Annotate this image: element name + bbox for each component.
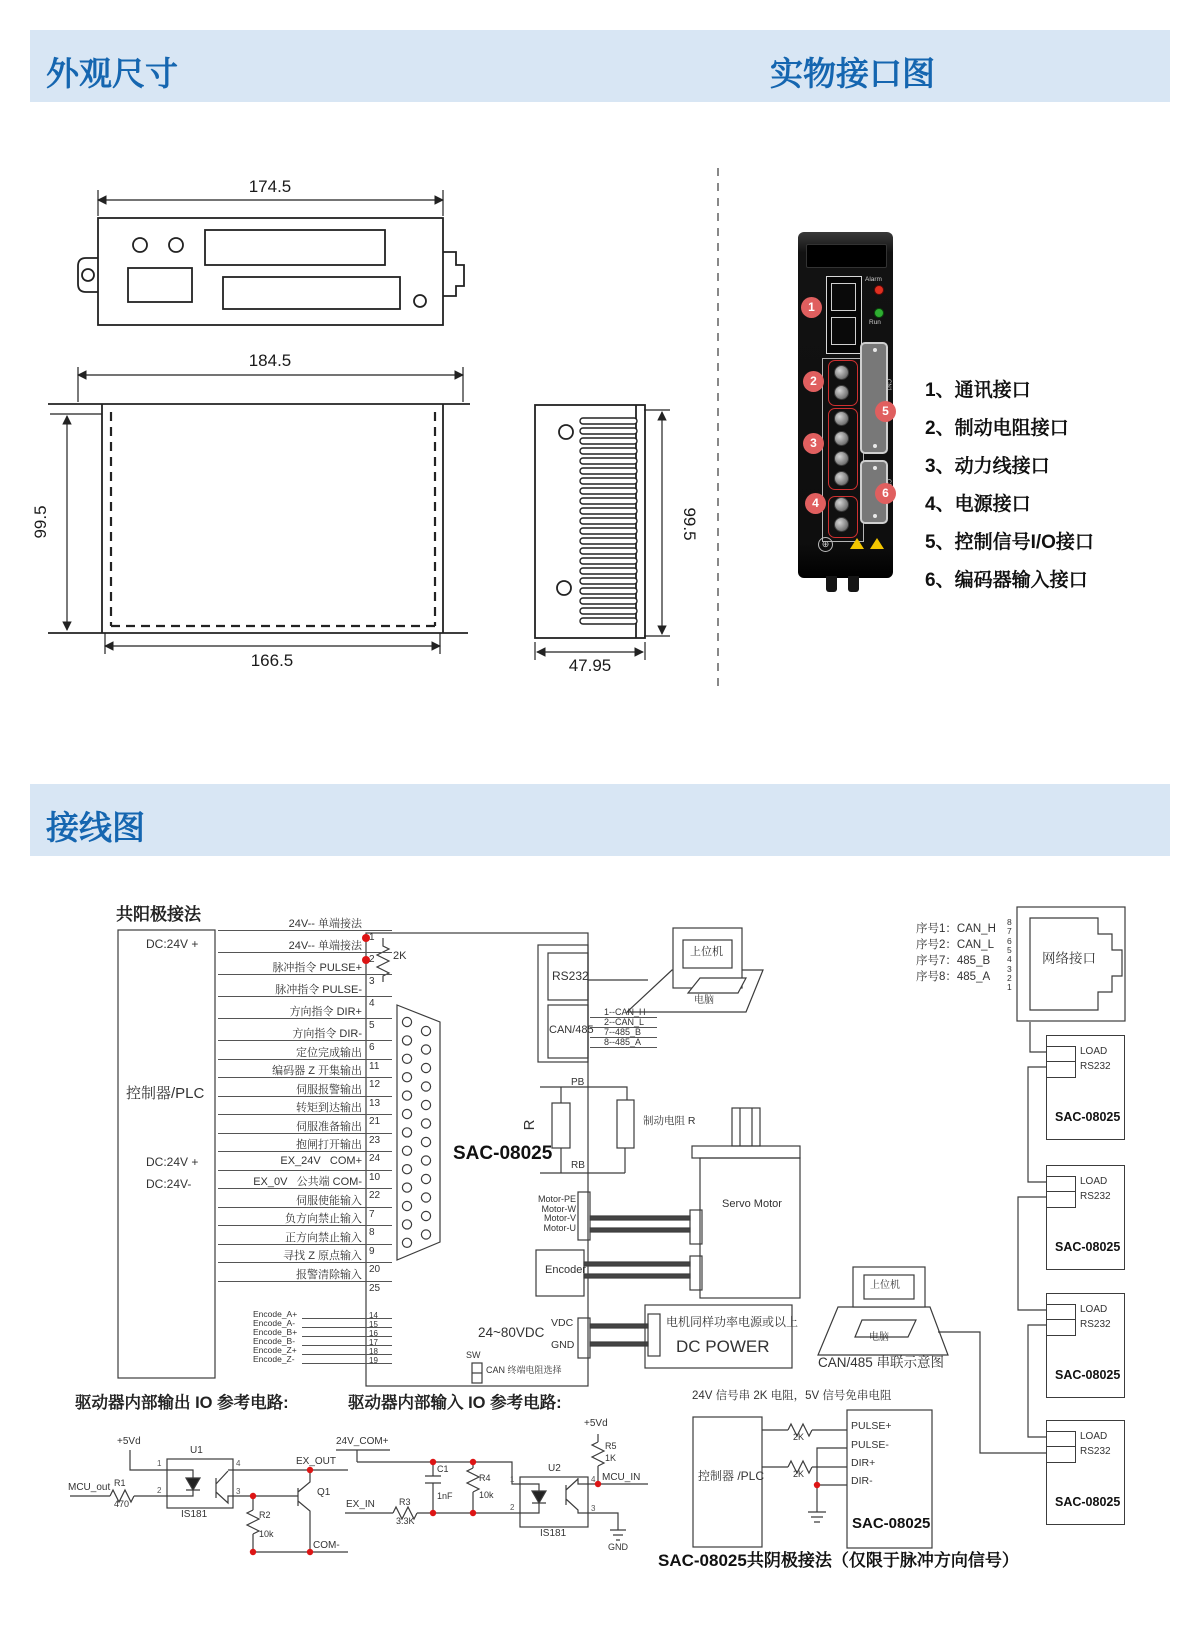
chain-rs232-label: RS232 [1080, 1061, 1111, 1072]
cn1-signal-label: 伺服准备输出 [296, 1120, 362, 1133]
motor-wire-label: Motor-U [543, 1222, 576, 1233]
encoder-signal-label: Encode_A+ [253, 1309, 298, 1319]
io-in-5v: +5Vd [584, 1418, 608, 1429]
plc-24v-minus: DC:24V- [146, 1177, 192, 1191]
cn1-signal-label: 24V-- 单端接法 [288, 940, 362, 952]
encoder-signal-label: Encode_Z+ [253, 1345, 297, 1355]
ex-in-label: EX_IN [346, 1499, 375, 1510]
chain-unit [1046, 1165, 1125, 1270]
cathode-r-top: 2K [793, 1432, 805, 1442]
cathode-signal: PULSE- [851, 1439, 889, 1451]
rj45-pin-digit: 6 [1007, 935, 1012, 946]
dimensions-section-title: 外观尺寸 [46, 55, 178, 92]
cn1-signal-label: 定位完成输出 [296, 1046, 362, 1059]
cn1-pin-number: 25 [369, 1282, 381, 1294]
r5-label: R5 [605, 1441, 617, 1451]
interface-list-item: 3、动力线接口 [925, 456, 1050, 477]
can485-port-label: CAN/485 [549, 1024, 594, 1036]
pb-terminal: PB [571, 1077, 585, 1088]
cn1-pin-number: 7 [369, 1208, 375, 1220]
u1-chip-label: IS181 [181, 1509, 208, 1520]
cn1-signal-label: 报警清除输入 [296, 1268, 362, 1281]
wiring-section-title: 接线图 [46, 809, 145, 846]
interface-list-item: 4、电源接口 [925, 494, 1031, 515]
cn1-signal-label: 方向指令 DIR+ [289, 1006, 362, 1018]
r5-value: 1K [605, 1453, 617, 1463]
cn1-pin-number: 20 [369, 1264, 381, 1275]
interface-list-item: 2、制动电阻接口 [925, 418, 1069, 439]
cn1-signal-label: 24V-- 单端接法 [288, 918, 362, 930]
laptop1-base-label: 电脑 [694, 995, 714, 1006]
r4-value: 10k [479, 1490, 494, 1500]
chain-unit-name: SAC-08025 [1055, 1368, 1121, 1382]
plc-box-label: 控制器/PLC [126, 1085, 205, 1102]
run-led-label: Run [869, 319, 881, 326]
u1-pin: 3 [236, 1487, 241, 1496]
r2-value: 10k [259, 1529, 274, 1539]
chain-load-label: LOAD [1080, 1176, 1108, 1187]
cn1-pin-number: 21 [369, 1116, 381, 1127]
dim-side-depth: 47.95 [568, 656, 612, 675]
u1-pin: 2 [157, 1486, 162, 1495]
can-wire-label: 7--485_B [604, 1027, 642, 1037]
drive-name: SAC-08025 [453, 1143, 553, 1164]
chain-load-label: LOAD [1080, 1431, 1108, 1442]
plc-24v-plus: DC:24V + [146, 1155, 199, 1169]
io-out-5v: +5Vd [117, 1436, 141, 1447]
r3-value: 3.3K [396, 1516, 415, 1526]
mcu-in-label: MCU_IN [602, 1472, 641, 1483]
chain-rs232-port [1046, 1446, 1076, 1463]
network-port-label: 网络接口 [1042, 951, 1096, 966]
mcu-out-label: MCU_out [68, 1482, 111, 1493]
chain-unit [1046, 1420, 1125, 1525]
dim-side-height: 99.5 [680, 507, 699, 541]
rj45-pin-digit: 8 [1007, 917, 1012, 927]
laptop2-base-label: 电脑 [869, 1332, 889, 1343]
u2-chip-label: IS181 [540, 1528, 567, 1539]
dim-front-width: 184.5 [248, 351, 292, 370]
chain-rs232-port [1046, 1191, 1076, 1208]
chain-unit [1046, 1035, 1125, 1140]
cn1-signal-label: 脉冲指令 PULSE- [275, 984, 362, 996]
cn1-pin-number: 23 [369, 1134, 381, 1146]
dc-power-note: 电机同样功率电源或以上 [666, 1315, 799, 1329]
cathode-caption: SAC-08025共阴极接法（仅限于脉冲方向信号） [658, 1551, 1019, 1570]
rj45-pin-digit: 7 [1007, 926, 1012, 937]
cn1-pin-number: 24 [369, 1153, 381, 1164]
marker-2: 2 [803, 371, 824, 392]
encoder-signal-label: Encode_B+ [253, 1327, 298, 1337]
chain-rs232-port [1046, 1319, 1076, 1336]
encoder-pin-number: 15 [369, 1320, 378, 1329]
cn1-signal-label: 正方向禁止输入 [285, 1231, 362, 1244]
u2-pin: 3 [591, 1504, 596, 1513]
gnd-label: GND [608, 1542, 628, 1552]
ground-screw-icon: ⊕ [818, 537, 833, 552]
laptop2-screen-label: 上位机 [870, 1280, 900, 1291]
cn1-label: CN1 [885, 378, 892, 392]
marker-5: 5 [875, 401, 896, 422]
dim-top-width: 174.5 [248, 177, 292, 196]
cn1-signal-label: 脉冲指令 PULSE+ [272, 962, 362, 974]
u2-pin: 2 [510, 1503, 515, 1512]
motor-wire-label: Motor-V [543, 1213, 576, 1223]
encoder-pin-number: 14 [369, 1311, 378, 1320]
cathode-signal: PULSE+ [851, 1420, 892, 1432]
alarm-led-label: Alarm [865, 276, 882, 283]
dim-front-height: 99.5 [31, 505, 50, 539]
cn1-pin-number: 2 [369, 954, 375, 965]
cn1-pin-number: 6 [369, 1042, 375, 1053]
r1-value: 470 [114, 1499, 130, 1509]
encoder-pin-number: 16 [369, 1329, 378, 1338]
encoder-signal-label: Encode_Z- [253, 1354, 295, 1364]
cn1-signal-label: 方向指令 DIR- [292, 1028, 362, 1040]
chain-rs232-label: RS232 [1080, 1446, 1111, 1457]
encoder-port-label: Encoder [545, 1264, 586, 1276]
cathode-note: 24V 信号串 2K 电阻，5V 信号免串电阻 [692, 1390, 892, 1402]
chain-unit-name: SAC-08025 [1055, 1495, 1121, 1509]
rs232-port-label: RS232 [552, 969, 589, 983]
vdc-terminal: VDC [551, 1317, 574, 1329]
plc-top-voltage: DC:24V + [146, 937, 199, 951]
motor-wire-label: Motor-W [541, 1203, 576, 1214]
cathode-signal: DIR- [851, 1475, 873, 1487]
cn1-signal-label: 转矩到达输出 [296, 1102, 362, 1114]
cathode-plc-label: 控制器 /PLC [698, 1469, 765, 1483]
laptop1-screen-label: 上位机 [690, 946, 723, 958]
rj45-pin-row: 序号8：485_A [916, 971, 991, 983]
dc-power-label: DC POWER [676, 1337, 770, 1356]
interface-list-item: 5、控制信号I/O接口 [925, 532, 1094, 553]
chain-unit [1046, 1293, 1125, 1398]
u2-label: U2 [548, 1463, 561, 1474]
24v-com-label: 24V_COM+ [336, 1436, 389, 1447]
rj45-pin-digit: 2 [1007, 972, 1012, 983]
chain-load-label: LOAD [1080, 1046, 1108, 1057]
encoder-pin-number: 18 [369, 1347, 378, 1356]
chain-rs232-label: RS232 [1080, 1319, 1111, 1330]
cn1-pin-number: 12 [369, 1079, 381, 1090]
rj45-pin-digit: 3 [1007, 963, 1012, 974]
io-input-title: 驱动器内部输入 IO 参考电路: [348, 1394, 562, 1412]
cn1-pin-number: 1 [369, 932, 375, 943]
encoder-pin-number: 19 [369, 1356, 378, 1365]
internal-resistor-r: R [521, 1119, 538, 1131]
sw-label: SW [466, 1350, 481, 1360]
marker-3: 3 [803, 433, 824, 454]
q1-label: Q1 [317, 1487, 331, 1498]
cn1-pin-number: 10 [369, 1171, 381, 1183]
can-terminator-note: CAN 终端电阻选择 [486, 1365, 562, 1375]
cn1-pin-number: 8 [369, 1227, 375, 1238]
rb-terminal: RB [571, 1160, 585, 1171]
rj45-pin-row: 序号1：CAN_H [916, 923, 996, 935]
cn1-signal-label: 寻找 Z 原点输入 [283, 1250, 362, 1262]
rj45-pin-row: 序号7：485_B [916, 955, 991, 967]
cn1-pin-number: 5 [369, 1020, 375, 1031]
cn1-pin-number: 11 [369, 1060, 380, 1072]
gnd-terminal: GND [551, 1339, 575, 1351]
u1-pin: 1 [157, 1459, 162, 1468]
power-range: 24~80VDC [478, 1325, 545, 1340]
r2-label: R2 [259, 1510, 271, 1520]
interface-list-item: 1、通讯接口 [925, 380, 1031, 401]
cn1-pin-number: 4 [369, 998, 375, 1009]
marker-1: 1 [801, 297, 822, 318]
cn1-signal-label: 伺服使能输入 [296, 1194, 362, 1207]
cn1-pin-number: 13 [369, 1097, 381, 1109]
cn1-pin-number: 9 [369, 1245, 375, 1257]
interface-list-item: 6、编码器输入接口 [925, 570, 1088, 591]
io-output-title: 驱动器内部输出 IO 参考电路: [75, 1394, 289, 1412]
marker-4: 4 [805, 493, 826, 514]
encoder-pin-number: 17 [369, 1338, 378, 1347]
encoder-signal-label: Encode_B- [253, 1336, 296, 1346]
servo-motor-label: Servo Motor [722, 1198, 782, 1210]
rj45-pin-digit: 5 [1007, 944, 1012, 955]
u2-pin: 4 [591, 1475, 596, 1484]
r1-label: R1 [114, 1478, 126, 1488]
ex-out-label: EX_OUT [296, 1456, 337, 1467]
can-wire-label: 2--CAN_L [604, 1017, 645, 1027]
cn1-pin-number: 22 [369, 1190, 381, 1201]
motor-wire-label: Motor-PE [537, 1194, 576, 1204]
chain-rs232-port [1046, 1061, 1076, 1078]
u1-pin: 4 [236, 1459, 241, 1468]
r4-label: R4 [479, 1473, 491, 1483]
chain-rs232-label: RS232 [1080, 1191, 1111, 1202]
u1-label: U1 [190, 1445, 203, 1456]
pullup-resistor-value: 2K [393, 950, 407, 962]
cn1-signal-label: EX_0V 公共端 COM- [253, 1176, 362, 1188]
r3-label: R3 [399, 1497, 411, 1507]
connection-method-title: 共阳极接法 [116, 905, 201, 924]
com-minus-label: COM- [313, 1540, 340, 1551]
brake-resistor-label: 制动电阻 R [643, 1115, 696, 1127]
cathode-drive-label: SAC-08025 [852, 1515, 931, 1532]
chain-unit-name: SAC-08025 [1055, 1240, 1121, 1254]
chain-unit-name: SAC-08025 [1055, 1110, 1121, 1124]
can-wire-label: 8--485_A [604, 1037, 642, 1047]
cn1-signal-label: 负方向禁止输入 [285, 1213, 362, 1225]
u2-pin: 1 [510, 1475, 515, 1484]
can-wire-label: 1--CAN_H [604, 1007, 646, 1017]
cathode-signal: DIR+ [851, 1457, 876, 1469]
c1-label: C1 [437, 1464, 449, 1474]
dim-front-bottom: 166.5 [250, 651, 294, 670]
cn1-signal-label: EX_24V COM+ [280, 1154, 362, 1167]
rj45-pin-row: 序号2：CAN_L [916, 939, 994, 951]
marker-6: 6 [875, 483, 896, 504]
cn1-pin-number: 3 [369, 976, 375, 987]
serial-chain-caption: CAN/485 串联示意图 [818, 1355, 945, 1370]
rj45-pin-digit: 4 [1007, 954, 1012, 965]
interface-section-title: 实物接口图 [770, 55, 935, 92]
cn1-signal-label: 编码器 Z 开集输出 [272, 1065, 362, 1077]
rj45-pin-digit: 1 [1007, 982, 1012, 993]
chain-load-label: LOAD [1080, 1304, 1108, 1315]
cathode-r-bottom: 2K [793, 1469, 805, 1479]
encoder-signal-label: Encode_A- [253, 1318, 296, 1328]
cn1-signal-label: 抱闸打开输出 [296, 1139, 362, 1151]
cn1-signal-label: 伺服报警输出 [296, 1083, 362, 1096]
c1-value: 1nF [437, 1491, 453, 1501]
